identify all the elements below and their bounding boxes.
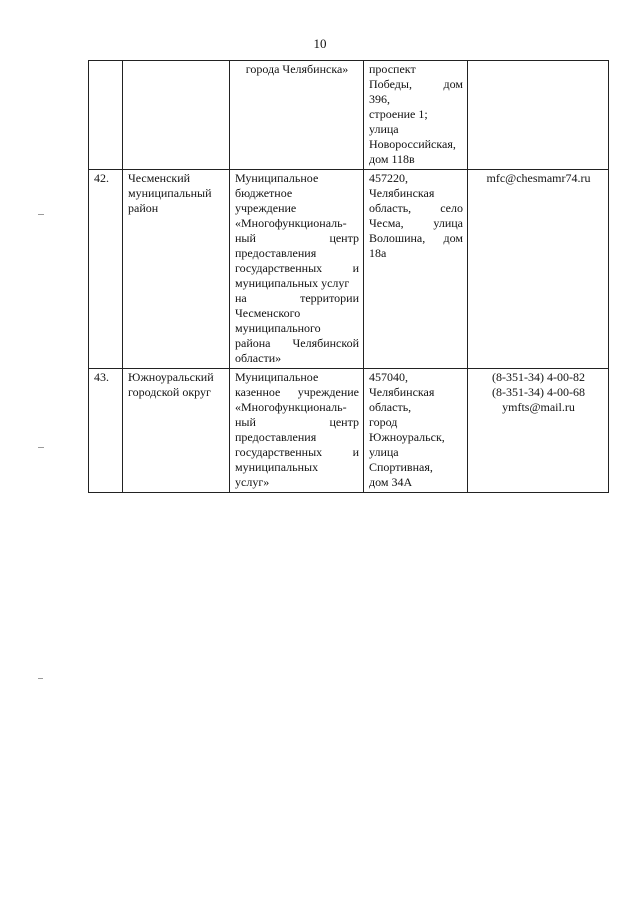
municipality-line: городской округ [128, 385, 211, 399]
row-number-cell [89, 369, 123, 493]
organization-line: области» [235, 351, 282, 365]
address-line: область, село [369, 201, 463, 215]
table-row [89, 61, 609, 170]
organization-line: муниципальных [235, 460, 319, 474]
row-number-cell [89, 61, 123, 170]
organization-line: бюджетное [235, 186, 293, 200]
address-line: Южноуральск, [369, 430, 445, 444]
margin-mark [38, 447, 44, 448]
organization-line: предоставления [235, 246, 317, 260]
address-line: Спортивная, [369, 460, 433, 474]
organization-line: услуг» [235, 475, 270, 489]
organization-cell [230, 170, 364, 369]
organization-line: «Многофункциональ- [235, 216, 347, 230]
page-number: 10 [313, 36, 327, 51]
address-line: улица [369, 445, 399, 459]
address-cell [364, 369, 468, 493]
municipality-line: Чесменский [128, 171, 191, 185]
email-text: mfc@chesmamr74.ru [486, 171, 591, 185]
address-line: город [369, 415, 398, 429]
organization-line: государственных и [235, 445, 359, 459]
mfc-table [88, 60, 609, 493]
row-number: 43. [94, 370, 109, 384]
address-line: дом 34А [369, 475, 413, 489]
address-line: Чесма, улица [369, 216, 463, 230]
address-line: Волошина, дом [369, 231, 463, 245]
organization-line: города Челябинска» [245, 62, 349, 76]
organization-line: казенное учреждение [235, 385, 359, 399]
address-line: 396, [369, 92, 390, 106]
table-row [89, 369, 609, 493]
margin-mark [38, 214, 44, 215]
address-line: проспект [369, 62, 416, 76]
address-cell [364, 170, 468, 369]
address-line: строение 1; [369, 107, 428, 121]
organization-line: ный центр [235, 415, 359, 429]
margin-mark [38, 678, 43, 679]
address-line: Победы, дом [369, 77, 463, 91]
email-text: ymfts@mail.ru [502, 400, 575, 414]
address-line: область, [369, 400, 412, 414]
address-line: дом 118в [369, 152, 415, 166]
municipality-line: Южноуральский [128, 370, 214, 384]
phone-text: (8-351-34) 4-00-68 [492, 385, 585, 399]
municipality-cell [123, 61, 230, 170]
contacts-cell [468, 369, 609, 493]
organization-line: предоставления [235, 430, 317, 444]
address-line: 457040, [369, 370, 408, 384]
address-line: улица [369, 122, 399, 136]
municipality-cell [123, 369, 230, 493]
address-line: 457220, [369, 171, 408, 185]
address-cell [364, 61, 468, 170]
organization-line: Муниципальное [235, 370, 319, 384]
organization-line: муниципального [235, 321, 321, 335]
row-number: 42. [94, 171, 109, 185]
municipality-cell [123, 170, 230, 369]
organization-cell [230, 61, 364, 170]
organization-line: муниципальных услуг [235, 276, 350, 290]
organization-line: района Челябинской [235, 336, 359, 350]
municipality-line: муниципальный [128, 186, 212, 200]
organization-line: учреждение [235, 201, 297, 215]
address-line: Челябинская [369, 186, 435, 200]
phone-text: (8-351-34) 4-00-82 [492, 370, 585, 384]
organization-line: Муниципальное [235, 171, 319, 185]
address-line: 18а [369, 246, 387, 260]
municipality-line: район [128, 201, 159, 215]
organization-line: Чесменского [235, 306, 301, 320]
organization-line: государственных и [235, 261, 359, 275]
organization-line: ный центр [235, 231, 359, 245]
table-row [89, 170, 609, 369]
address-line: Челябинская [369, 385, 435, 399]
organization-cell [230, 369, 364, 493]
contacts-cell [468, 170, 609, 369]
address-line: Новороссийская, [369, 137, 456, 151]
row-number-cell [89, 170, 123, 369]
organization-line: на территории [235, 291, 359, 305]
contacts-cell [468, 61, 609, 170]
organization-line: «Многофункциональ- [235, 400, 347, 414]
